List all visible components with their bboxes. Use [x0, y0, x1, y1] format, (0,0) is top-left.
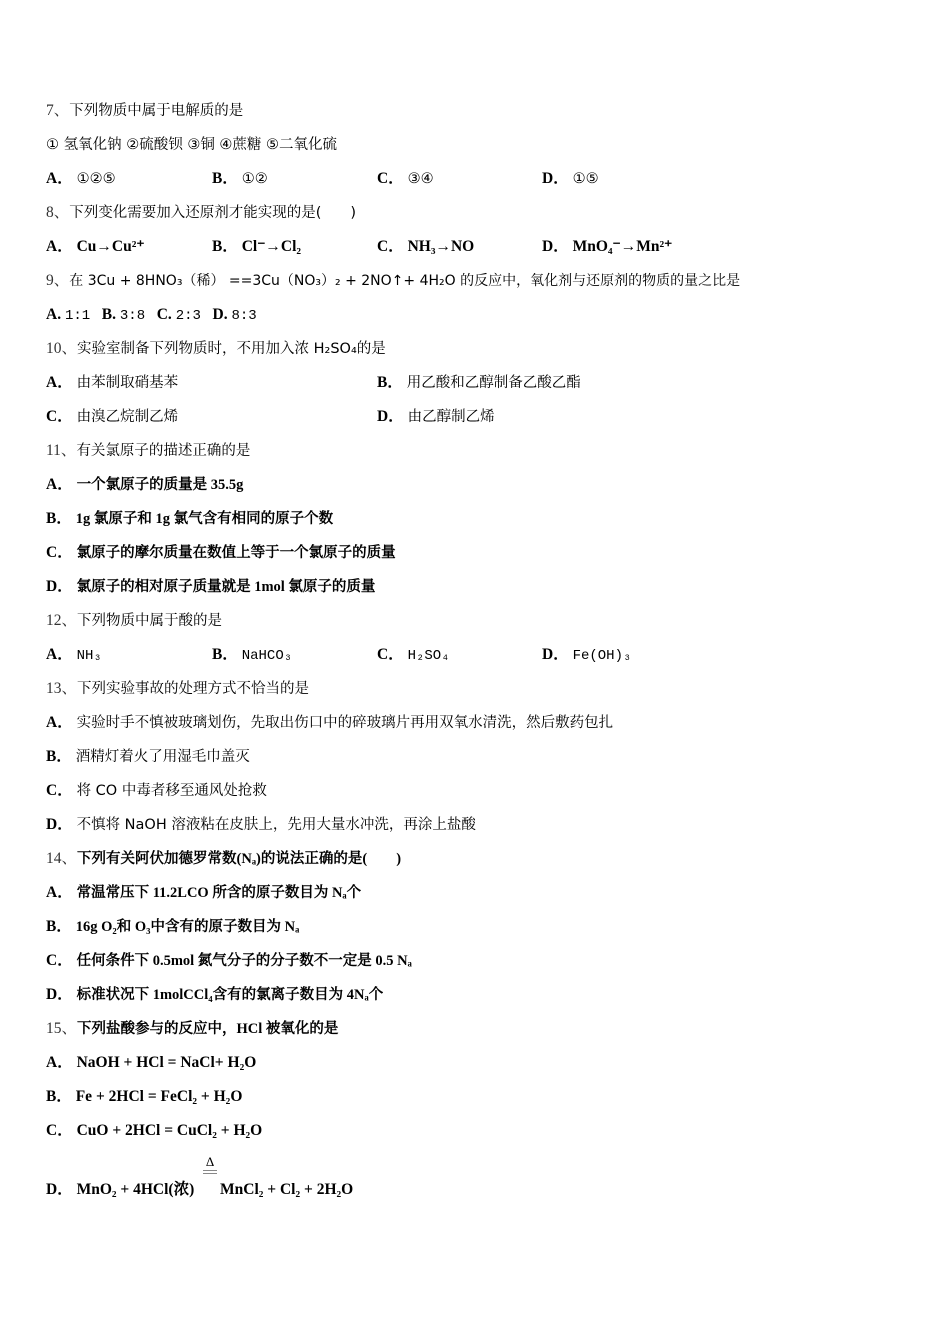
option-c: C． 由溴乙烷制乙烯	[46, 408, 179, 425]
question-7	[46, 101, 243, 121]
question-number: 11、	[46, 442, 77, 459]
question-11	[46, 441, 250, 461]
option-a: A． 由苯制取硝基苯	[46, 374, 179, 391]
option-a: A． NH₃	[46, 646, 102, 664]
option-b: B． 用乙酸和乙醇制备乙酸乙酯	[377, 374, 581, 391]
option-b: B． 1g 氯原子和 1g 氯气含有相同的原子个数	[46, 510, 334, 527]
question-stem: 下列变化需要加入还原剂才能实现的是( )	[69, 205, 357, 221]
question-10	[46, 339, 386, 359]
option-d: D． 标准状况下 1molCCl₄含有的氯离子数目为 4Nₐ个	[46, 986, 384, 1003]
question-stem: 实验室制备下列物质时，不用加入浓 H₂SO₄的是	[77, 341, 386, 357]
question-number: 9、	[46, 272, 70, 289]
option-d: D． ①⑤	[542, 170, 599, 187]
option-c: C． 氯原子的摩尔质量在数值上等于一个氯原子的质量	[46, 544, 396, 561]
option-c: C． 将 CO 中毒者移至通风处抢救	[46, 782, 267, 799]
option-c: C． NH₃→NO	[377, 238, 475, 255]
option-d: D． MnO₂ + 4HCl(浓)	[46, 1181, 195, 1198]
option-d: D． MnO₄⁻→Mn²⁺	[542, 238, 673, 255]
question-number: 15、	[46, 1020, 78, 1037]
question-number: 13、	[46, 680, 78, 697]
option-d-products: MnCl₂ + Cl₂ + 2H₂O	[220, 1181, 354, 1198]
question-number: 7、	[46, 102, 70, 119]
option-c: C． CuO + 2HCl = CuCl₂ + H₂O	[46, 1122, 263, 1139]
question-stem: 下列有关阿伏加德罗常数(Nₐ)的说法正确的是( )	[77, 851, 402, 867]
question-stem: 下列实验事故的处理方式不恰当的是	[77, 681, 310, 697]
option-a: A． ①②⑤	[46, 170, 116, 187]
question-15	[46, 1019, 338, 1039]
question-7-items: ① 氢氧化钠 ②硫酸钡 ③铜 ④蔗糖 ⑤二氧化硫	[46, 137, 338, 153]
option-c: C． 任何条件下 0.5mol 氮气分子的分子数不一定是 0.5 Nₐ	[46, 952, 412, 969]
question-number: 14、	[46, 850, 78, 867]
question-number: 10、	[46, 340, 78, 357]
option-b: B． Cl⁻→Cl₂	[212, 238, 302, 255]
question-stem: 有关氯原子的描述正确的是	[76, 443, 251, 459]
option-d: D． 不慎将 NaOH 溶液粘在皮肤上，先用大量水冲洗，再涂上盐酸	[46, 816, 476, 833]
heat-condition-symbol: Δ	[203, 1155, 217, 1174]
question-14	[46, 849, 401, 869]
question-stem: 下列物质中属于电解质的是	[69, 103, 244, 119]
option-a: A． Cu→Cu²⁺	[46, 238, 145, 255]
question-8	[46, 203, 356, 223]
question-number: 12、	[46, 612, 78, 629]
option-a: A． 常温常压下 11.2LCO 所含的原子数目为 Nₐ个	[46, 884, 362, 901]
option-b: B． 16g O₂和 O₃中含有的原子数目为 Nₐ	[46, 918, 300, 935]
option-a: A． 实验时手不慎被玻璃划伤，先取出伤口中的碎玻璃片再用双氧水清洗，然后敷药包扎	[46, 714, 614, 731]
question-stem: 下列物质中属于酸的是	[77, 613, 223, 629]
option-d: D． 氯原子的相对原子质量就是 1mol 氯原子的质量	[46, 578, 376, 595]
question-number: 8、	[46, 204, 70, 221]
question-13	[46, 679, 309, 699]
option-b: B． NaHCO₃	[212, 646, 293, 664]
option-b: B． Fe + 2HCl = FeCl₂ + H₂O	[46, 1088, 243, 1105]
question-stem: 下列盐酸参与的反应中，HCl 被氧化的是	[77, 1021, 339, 1037]
option-d: D． 由乙醇制乙烯	[377, 408, 495, 425]
question-stem: 在 3Cu + 8HNO₃（稀） ==3Cu（NO₃）₂ + 2NO↑+ 4H₂O 的反应中，氧化剂与还原剂的物质的量之比是	[69, 273, 741, 289]
option-b: B． ①②	[212, 170, 268, 187]
option-c: C． ③④	[377, 170, 434, 187]
question-12	[46, 611, 222, 631]
option-b: B． 酒精灯着火了用湿毛巾盖灭	[46, 748, 250, 765]
option-d: D． Fe(OH)₃	[542, 646, 632, 664]
question-9-options: A. 1:1 B. 3:8 C. 2:3 D. 8:3	[46, 306, 257, 324]
option-c: C． H₂SO₄	[377, 646, 450, 664]
option-a: A． 一个氯原子的质量是 35.5g	[46, 476, 244, 493]
question-9	[46, 271, 740, 291]
option-a: A． NaOH + HCl = NaCl+ H₂O	[46, 1054, 257, 1071]
